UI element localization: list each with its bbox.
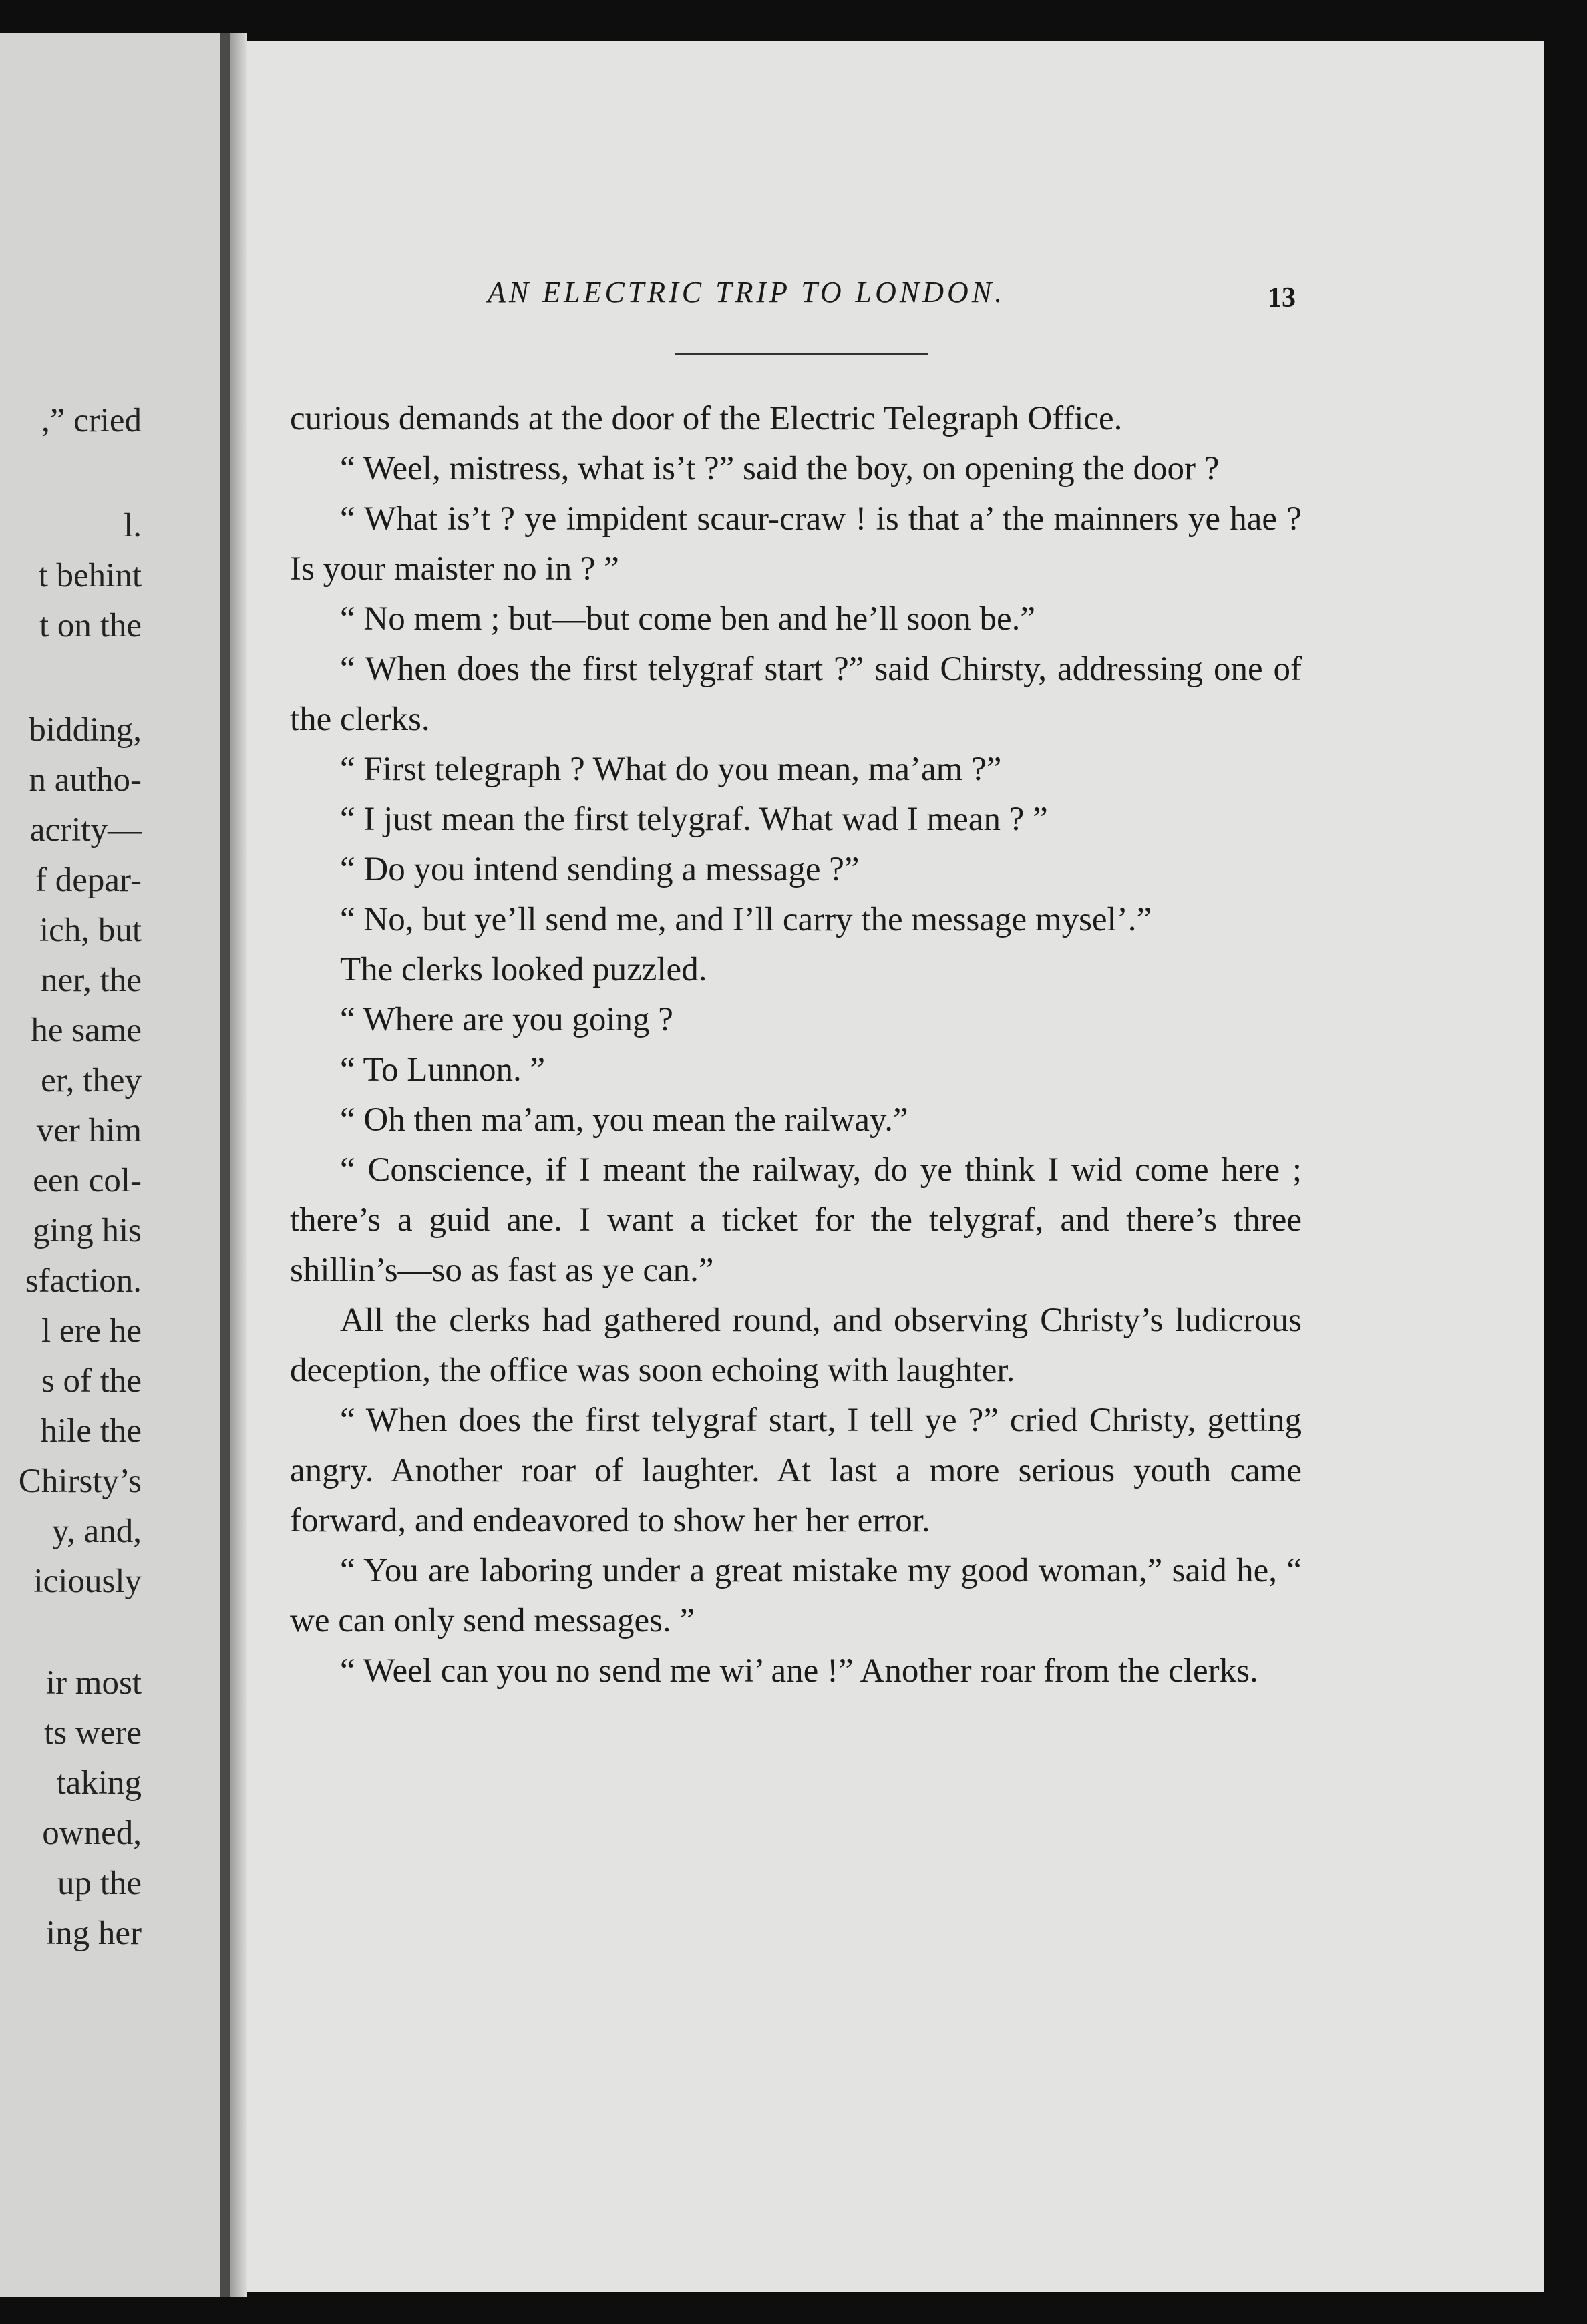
facing-page-line: iciously — [33, 1563, 142, 1600]
facing-page-line: sfaction. — [25, 1262, 142, 1300]
facing-page-line: n autho- — [29, 761, 142, 799]
paragraph: “ Oh then ma’am, you mean the railway.” — [340, 1101, 908, 1139]
facing-page-line: l. — [124, 507, 142, 544]
scan-border — [1544, 0, 1587, 2324]
paragraph: “ What is’t ? ye impident scaur-craw ! is that a’ the mainners ye hae ? Is your maister no in ? ” — [290, 500, 1302, 588]
facing-page-line: ,” cried — [41, 402, 142, 439]
gutter-shadow — [230, 33, 247, 2297]
facing-page-line: owned, — [42, 1814, 142, 1852]
paragraph: “ When does the first telygraf start, I tell ye ?” cried Christy, getting angry. Another roar of laughter. At last a more serious youth came forward, and endeavored to show her her error. — [290, 1402, 1302, 1539]
page-number: 13 — [1268, 282, 1296, 313]
facing-page-line: t behint — [38, 557, 142, 594]
facing-page-line: ner, the — [41, 962, 142, 999]
paragraph: “ No, but ye’ll send me, and I’ll carry the message mysel’.” — [340, 901, 1152, 938]
facing-page-line: he same — [31, 1012, 142, 1049]
facing-page-line: hile the — [40, 1412, 142, 1450]
facing-page-line: bidding, — [29, 711, 142, 749]
facing-page-line: t on the — [39, 607, 142, 644]
header-rule — [675, 353, 928, 355]
paragraph: “ When does the first telygraf start ?” said Chirsty, addressing one of the clerks. — [290, 650, 1302, 738]
facing-page-line: l ere he — [41, 1312, 142, 1350]
paragraph: “ I just mean the first telygraf. What wad I mean ? ” — [340, 801, 1048, 838]
paragraph: “ No mem ; but—but come ben and he’ll soon be.” — [340, 600, 1035, 638]
facing-page-line: f depar- — [35, 861, 142, 899]
facing-page-line: ging his — [33, 1212, 142, 1249]
facing-page-line: Chirsty’s — [18, 1463, 142, 1500]
paragraph: The clerks looked puzzled. — [340, 951, 707, 988]
paragraph: “ To Lunnon. ” — [340, 1051, 546, 1089]
facing-page-line: up the — [57, 1865, 142, 1902]
facing-page-line: een col- — [33, 1162, 142, 1199]
facing-page-line: taking — [56, 1764, 142, 1802]
book-gutter — [220, 33, 230, 2297]
paragraph: “ Weel, mistress, what is’t ?” said the boy, on opening the door ? — [340, 450, 1220, 488]
paragraph: “ First telegraph ? What do you mean, ma’am ?” — [340, 751, 1002, 788]
paragraph: “ Conscience, if I meant the railway, do ye think I wid come here ; there’s a guid ane. I want a ticket for the telygraf, and there’s three shillin’s—so as fast as ye can.” — [290, 1151, 1302, 1289]
facing-page-line: ich, but — [39, 912, 142, 949]
paragraph: “ Weel can you no send me wi’ ane !” Another roar from the clerks. — [340, 1652, 1258, 1690]
facing-page-line: y, and, — [51, 1513, 142, 1550]
paragraph: “ Where are you going ? — [340, 1001, 673, 1038]
paragraph: curious demands at the door of the Electric Telegraph Office. — [290, 400, 1123, 437]
paragraph: “ Do you intend sending a message ?” — [340, 851, 860, 888]
paragraph: All the clerks had gathered round, and observing Christy’s ludicrous deception, the office was soon echoing with laughter. — [290, 1302, 1302, 1389]
facing-page-line: acrity— — [29, 811, 142, 849]
paragraph: “ You are laboring under a great mistake my good woman,” said he, “ we can only send messages. ” — [290, 1552, 1302, 1639]
facing-page — [0, 33, 220, 2297]
facing-page-line: ts were — [44, 1714, 142, 1752]
facing-page-line: s of the — [41, 1362, 142, 1400]
body-text — [290, 394, 1302, 1696]
facing-page-line: er, they — [41, 1062, 142, 1099]
facing-page-line: ver him — [36, 1112, 142, 1149]
facing-page-line: ir most — [45, 1664, 142, 1702]
running-head: AN ELECTRIC TRIP TO LONDON. — [488, 276, 1006, 309]
facing-page-line: ing her — [45, 1915, 142, 1952]
